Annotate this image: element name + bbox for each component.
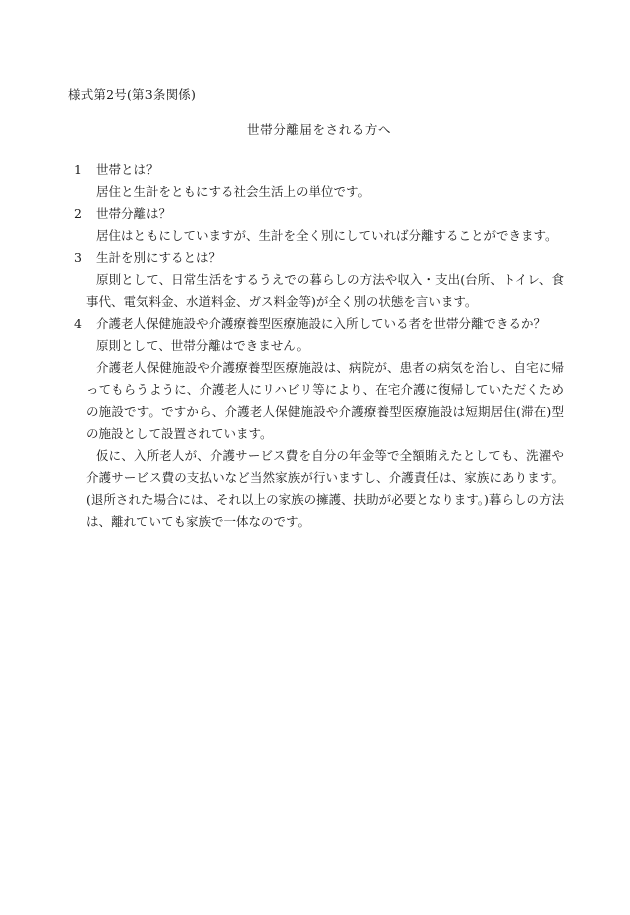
answer-text: 原則として、日常生活をするうえでの暮らしの方法や収入・支出(台所、トイレ、食事代、電気料金、水道料金、ガス料金等)が全く別の状態を言います。 <box>86 272 564 309</box>
qa-item-1 <box>74 159 564 203</box>
qa-item-2 <box>74 203 564 247</box>
qa-item-3 <box>74 247 564 313</box>
qa-list <box>74 159 564 533</box>
question-text: 介護老人保健施設や介護療養型医療施設に入所している者を世帯分離できるか？ <box>96 316 547 331</box>
answer-text: 原則として、世帯分離はできません。 <box>96 338 310 353</box>
question-line <box>74 203 564 225</box>
question-line <box>74 247 564 269</box>
question-number: 3 <box>74 250 82 265</box>
answer-text: 居住はともにしていますが、生計を全く別にしていれば分離することができます。 <box>96 228 558 243</box>
answer-text: 仮に、入所老人が、介護サービス費を自分の年金等で全額賄えたとしても、洗濯や介護サービス費の支払いなど当然家族が行いますし、介護責任は、家族にあります。(退所された場合には、それ以上の家族の擁護、扶助が必要となります。)暮らしの方法は、離れていても家族で一体なのです。 <box>86 448 564 529</box>
qa-item-4 <box>74 313 564 533</box>
answer-text: 居住と生計をともにする社会生活上の単位です。 <box>96 184 371 199</box>
question-number: 1 <box>74 162 82 177</box>
form-number-label: 様式第2号(第3条関係) <box>68 87 197 102</box>
question-number: 4 <box>74 316 82 331</box>
question-text: 生計を別にするとは？ <box>96 250 222 265</box>
answer-text: 介護老人保健施設や介護療養型医療施設は、病院が、患者の病気を治し、自宅に帰ってもらうように、介護老人にリハビリ等により、在宅介護に復帰していただくための施設です。ですから、介護老人保健施設や介護療養型医療施設は短期居住(滞在)型の施設として設置されています。 <box>86 360 564 441</box>
question-number: 2 <box>74 206 82 221</box>
question-line <box>74 313 564 335</box>
question-text: 世帯分離は？ <box>96 206 172 221</box>
question-text: 世帯とは？ <box>96 162 159 177</box>
question-line <box>74 159 564 181</box>
document-title: 世帯分離届をされる方へ <box>247 122 392 137</box>
